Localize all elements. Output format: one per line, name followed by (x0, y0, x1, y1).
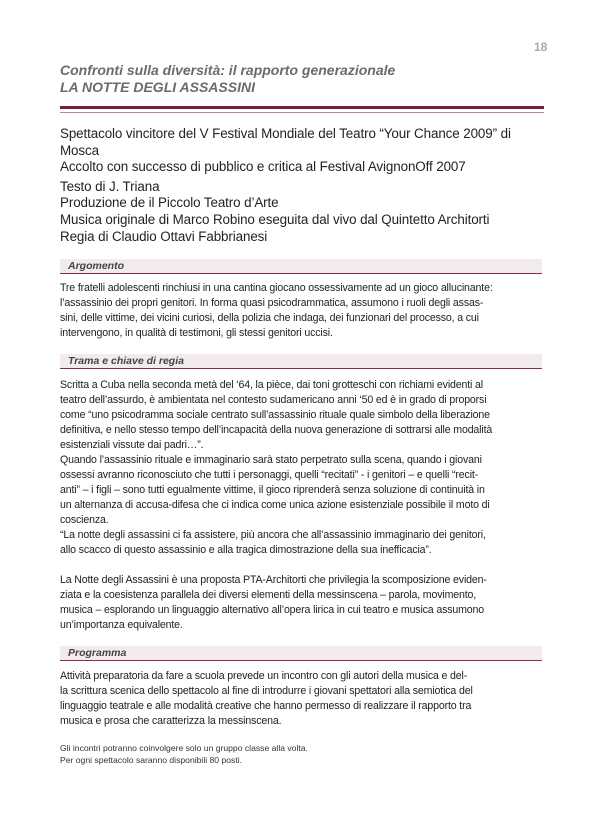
argomento-heading (60, 259, 542, 275)
paragraph-line: Tre fratelli adolescenti rinchiusi in una cantina giocano ossessivamente ad un gioco allucinante: (60, 282, 493, 294)
footnote (60, 742, 308, 766)
paragraph-line: ziata e la coesistenza parallela dei diversi elementi della messinscena – parola, movimento, (60, 589, 477, 601)
header-rule-thin (60, 112, 544, 113)
paragraph-line: coscienza. (60, 514, 109, 526)
paragraph-line: l’assassinio dei propri genitori. In forma quasi psicodrammatica, assumono i ruoli degli assas- (60, 297, 484, 309)
intro-line: Regia di Claudio Ottavi Fabbrianesi (60, 228, 268, 244)
paragraph-line: Scritta a Cuba nella seconda metà del ‘64, la pièce, dai toni grotteschi con richiami evidenti al (60, 379, 483, 391)
programma-heading (60, 646, 542, 662)
paragraph-line: musica e prosa che caratterizza la messinscena. (60, 715, 282, 727)
footnote-line: Gli incontri potranno coinvolgere solo un gruppo classe alla volta. (60, 743, 308, 753)
heading-rule (60, 660, 542, 661)
intro-line: Spettacolo vincitore del V Festival Mondiale del Teatro “Your Chance 2009” di (60, 126, 511, 141)
paragraph-line: ossessi avranno riconosciuto che tutti i personaggi, quelli “recitati” - i genitori – e quelli “recit- (60, 469, 479, 481)
intro-line: Musica originale di Marco Robino eseguita dal vivo dal Quintetto Architorti (60, 211, 490, 227)
paragraph-line: la scrittura scenica dello spettacolo al fine di introdurre i giovani spettatori alla semiotica del (60, 685, 473, 697)
paragraph-line: teatro dell’assurdo, è ambientata nel contesto sudamericano anni ‘50 ed è in grado di proporsi (60, 394, 487, 406)
programma-section (60, 646, 542, 729)
trama-heading (60, 354, 542, 370)
paragraph-line: come “uno psicodramma sociale centrato sull’assassinio rituale quale simbolo della liberazione (60, 409, 490, 421)
show-title: LA NOTTE DEGLI ASSASSINI (60, 79, 255, 95)
argomento-section (60, 259, 542, 341)
paragraph-line: Quando l’assassinio rituale e immaginario sarà stato perpetrato sulla scena, quando i giovani (60, 454, 482, 466)
intro-block (60, 126, 542, 245)
intro-line: Accolto con successo di pubblico e critica al Festival AvignonOff 2007 (60, 159, 466, 175)
intro-line: Mosca (60, 142, 99, 158)
page-header (60, 62, 540, 96)
trama-section (60, 354, 542, 633)
intro-line: Produzione de il Piccolo Teatro d’Arte (60, 195, 279, 211)
page-number: 18 (534, 40, 548, 54)
paragraph-line: “La notte degli assassini ci fa assistere, più ancora che all’assassinio immaginario dei genitori, (60, 529, 486, 541)
heading-label: Trama e chiave di regia (68, 355, 184, 367)
heading-label: Argomento (68, 260, 124, 272)
paragraph-line: Attività preparatoria da fare a scuola prevede un incontro con gli autori della musica e del- (60, 670, 468, 682)
heading-rule (60, 368, 542, 369)
paragraph-line: anti” – i figli – sono tutti egualmente vittime, il gioco riprenderà senza soluzione di continuità in (60, 484, 485, 496)
heading-rule (60, 273, 542, 274)
paragraph-line: musica – esplorando un linguaggio alternativo all’opera lirica in cui teatro e musica assumono (60, 604, 485, 616)
heading-band (60, 259, 542, 273)
heading-label: Programma (68, 647, 127, 659)
paragraph-line: un alternanza di accusa-difesa che ci indica come unica azione esistenziale possibile il moto di (60, 499, 490, 511)
paragraph-line: linguaggio teatrale e alle modalità creative che hanno permesso di realizzare il rapporto tra (60, 700, 472, 712)
paragraph-line: sini, delle vittime, dei vicini curiosi, della polizia che indaga, dei funzionari del processo, a cui (60, 312, 479, 324)
section-title: Confronti sulla diversità: il rapporto generazionale (60, 62, 396, 78)
footnote-line: Per ogni spettacolo saranno disponibili 80 posti. (60, 755, 243, 765)
heading-band (60, 646, 542, 660)
intro-line: Testo di J. Triana (60, 178, 160, 194)
paragraph-line: intervengono, in qualità di testimoni, gli stessi genitori uccisi. (60, 327, 333, 339)
header-rule (60, 106, 544, 109)
paragraph-line: definitiva, e nello stesso tempo dell’incapacità della nuova generazione di sottrarsi alle modalità (60, 424, 493, 436)
paragraph-line: esistenziali vissute dai padri…”. (60, 439, 204, 451)
paragraph-line: un’importanza equivalente. (60, 619, 183, 631)
paragraph-line: allo scacco di questo assassinio e alla tragica dimostrazione della sua inefficacia”. (60, 544, 432, 556)
paragraph-line: La Notte degli Assassini è una proposta PTA-Architorti che privilegia la scomposizione eviden- (60, 574, 487, 586)
